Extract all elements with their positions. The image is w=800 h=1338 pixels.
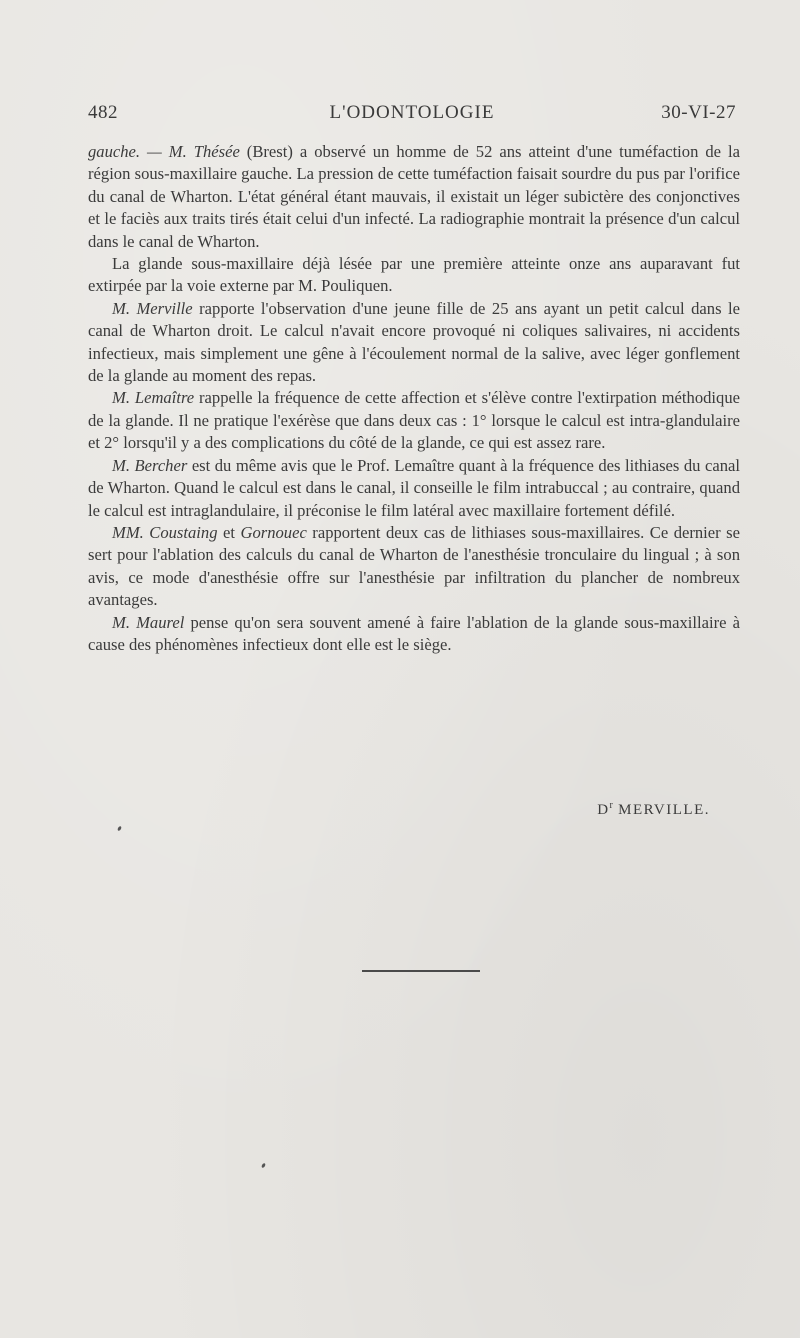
paragraph [88,141,740,253]
speaker-name: M. Merville [112,298,193,318]
paragraph-text: La glande sous-maxillaire déjà lésée par une première atteinte onze ans auparavant fut extirpée par la voie externe par M. Pouliquen. [88,254,740,296]
paper-speck [261,1163,266,1169]
paper-speck [117,826,122,832]
speaker-name: M. Maurel [112,612,185,632]
paragraph-text: rapporte l'observation d'une jeune fille de 25 ans ayant un petit calcul dans le canal de Wharton droit. Le calcul n'avait encore provoqué ni coliques salivaires, ni accidents infectieux, mais simplement une gêne à l'écoulement normal de la salive, avec léger gonflement de la glande au moment des repas. [88,298,741,386]
author-signature [560,800,710,819]
paragraph-text: rappelle la fréquence de cette affection et s'élève contre l'extirpation méthodique de la glande. Il ne pratique l'exérèse que dans deux cas : 1° lorsque le calcul est intra-glandulaire et 2° lorsqu'il y a des complications du côté de la glande, ce qui est assez rare. [88,388,740,453]
paragraph-text: pense qu'on sera souvent amené à faire l'ablation de la glande sous-maxillaire à cause des phénomènes infectieux dont elle est le siège. [88,612,740,654]
paragraph [88,522,740,612]
paragraph-text: rapportent deux cas de lithiases sous-maxillaires. Ce dernier se sert pour l'ablation des calculs du canal de Wharton de l'anesthésie tronculaire du lingual ; à son avis, ce mode d'anesthésie offre sur l'anesthésie par infiltration du plancher de nombreux avantages. [88,522,740,610]
paragraph [88,298,740,388]
article-body [88,141,740,656]
paragraph-text: (Brest) a observé un homme de 52 ans atteint d'une tuméfaction de la région sous-maxillaire gauche. La pression de cette tuméfaction faisait sourdre du pus par l'orifice du canal de Wharton. L'état général étant mauvais, il existait un léger subictère des conjonctives et le faciès aux traits tirés était celui d'un infecté. La radiographie montrait la présence d'un calcul dans le canal de Wharton. [88,142,740,251]
issue-date: 30-VI-27 [661,102,736,123]
journal-title: L'ODONTOLOGIE [329,102,495,123]
signature-superscript: r [609,800,613,811]
page-number: 482 [88,102,118,123]
paragraph [88,455,740,522]
running-header [88,102,736,130]
paragraph [88,612,740,657]
paragraph [88,387,740,454]
signature-prefix: D [597,802,610,818]
paragraph [88,253,740,298]
speaker-name: M. Lemaître [112,388,195,408]
connector-text: et [217,522,241,542]
signature-name: MERVILLE. [612,802,710,818]
section-divider [362,970,480,972]
speaker-name: M. Bercher [112,455,188,475]
paragraph-text: est du même avis que le Prof. Lemaître quant à la fréquence des lithiases du canal de Wharton. Quand le calcul est dans le canal, il conseille le film intrabuccal ; au contraire, quand le calcul est intraglandulaire, il préconise le film latéral avec maxillaire fortement défilé. [88,455,740,520]
speaker-name: MM. Coustaing [112,522,218,542]
speaker-name: gauche. — M. Thésée [88,142,240,161]
speaker-name: Gornouec [240,522,307,542]
